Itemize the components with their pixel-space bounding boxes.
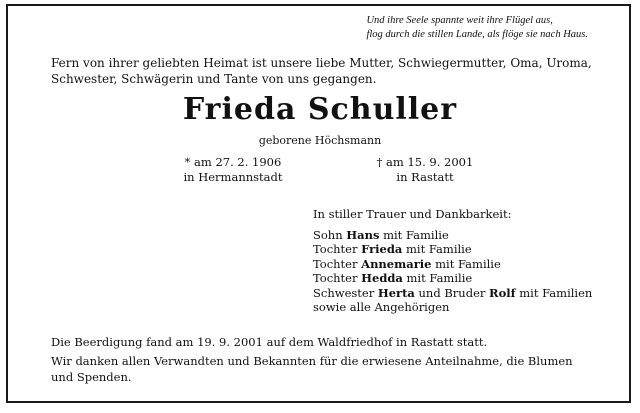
death-info xyxy=(360,155,490,185)
survivor-name: Hans xyxy=(346,227,380,242)
survivor-name: Rolf xyxy=(489,285,516,300)
survivors-list xyxy=(313,207,592,315)
survivor-line: Tochter Hedda mit Familie xyxy=(313,271,473,285)
thanks-line-2: und Spenden. xyxy=(51,370,132,384)
birth-info xyxy=(168,155,298,185)
thanks-line-1: Wir danken allen Verwandten und Bekannten für die erwiesene Anteilnahme, die Blumen xyxy=(51,354,573,368)
survivors-heading: In stiller Trauer und Dankbarkeit: xyxy=(313,207,512,221)
deceased-name: Frieda Schuller xyxy=(182,92,458,127)
death-date: † am 15. 9. 2001 xyxy=(376,155,474,169)
quote-line-1: Und ihre Seele spannte weit ihre Flügel aus, xyxy=(366,15,553,26)
epigraph-quote xyxy=(366,14,588,41)
quote-line-2: flog durch die stillen Lande, als flöge sie nach Haus. xyxy=(366,28,588,40)
intro-line-2: Schwester, Schwägerin und Tante von uns gegangen. xyxy=(51,72,377,86)
survivor-line: Tochter Annemarie mit Familie xyxy=(313,256,501,271)
survivor-line-siblings: Schwester Herta und Bruder Rolf mit Familien xyxy=(313,285,593,300)
birth-place: in Hermannstadt xyxy=(183,170,283,184)
intro-text xyxy=(51,55,611,87)
birth-date: * am 27. 2. 1906 xyxy=(184,155,282,169)
burial-text: Die Beerdigung fand am 19. 9. 2001 auf dem Waldfriedhof in Rastatt statt. xyxy=(51,335,488,349)
intro-line-1: Fern von ihrer geliebten Heimat ist unsere liebe Mutter, Schwiegermutter, Oma, Uroma, xyxy=(51,56,592,70)
survivor-line: Sohn Hans mit Familie xyxy=(313,227,449,242)
thanks-text xyxy=(51,353,573,385)
survivor-others: sowie alle Angehörigen xyxy=(313,300,450,314)
survivor-line: Tochter Frieda mit Familie xyxy=(313,242,472,256)
maiden-name: geborene Höchsmann xyxy=(258,134,382,147)
death-place: in Rastatt xyxy=(396,170,454,184)
survivor-name: Hedda xyxy=(361,271,403,285)
survivor-name: Frieda xyxy=(361,242,403,256)
survivor-name: Herta xyxy=(377,285,415,300)
survivor-name: Annemarie xyxy=(361,256,432,271)
burial-notice xyxy=(51,335,487,350)
